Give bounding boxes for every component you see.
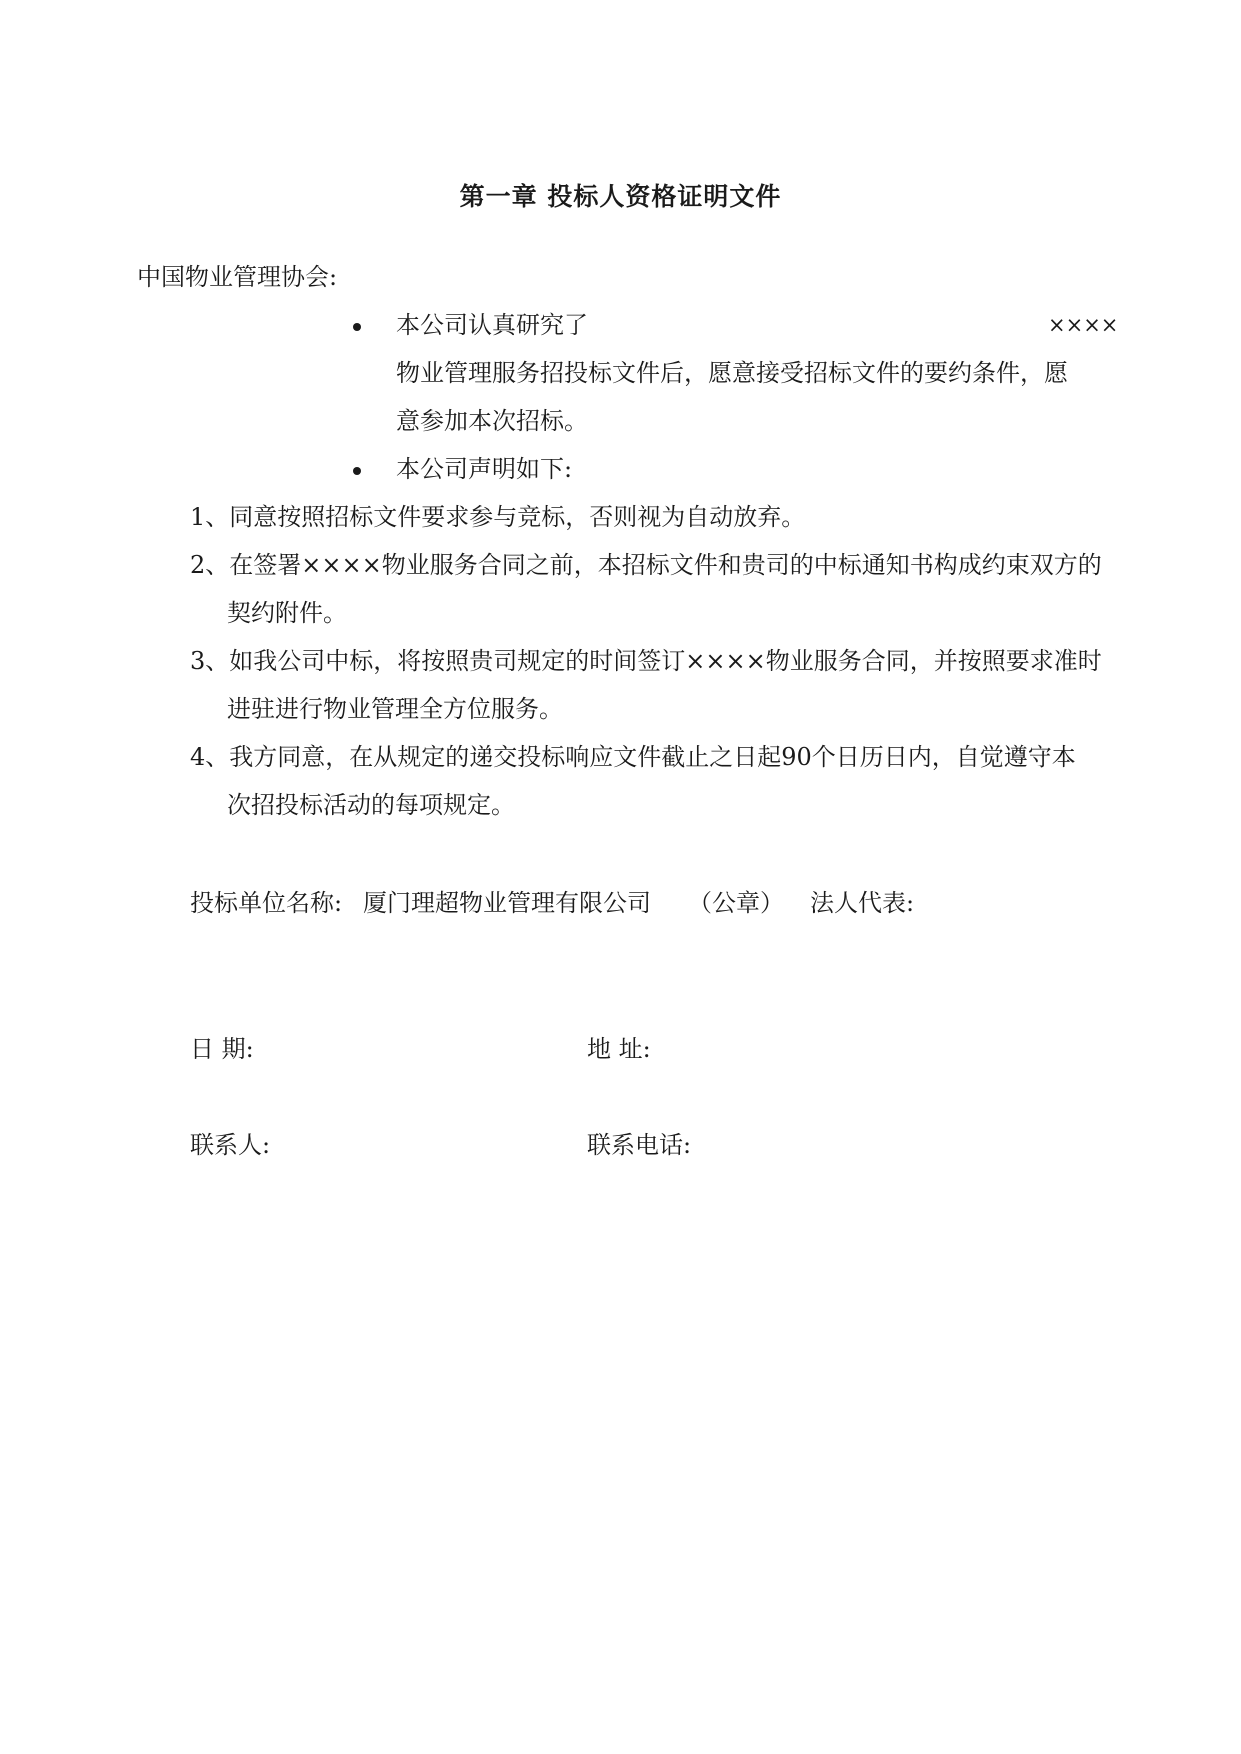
bullet-dot-icon [353,467,361,475]
item-2-line-2: 契约附件。 [227,599,347,627]
phone-label: 联系电话: [587,1131,692,1159]
bidder-label: 投标单位名称: [190,889,343,917]
bullet-1-line-2: 物业管理服务招投标文件后，愿意接受招标文件的要约条件，愿 [396,359,1068,387]
item-3-line-2: 进驻进行物业管理全方位服务。 [227,695,563,723]
seal-note: （公章） [688,889,784,917]
bullet-dot-icon [353,323,361,331]
chapter-title: 第一章 投标人资格证明文件 [459,182,782,211]
bullet-2-line-1: 本公司声明如下: [396,455,573,483]
salutation: 中国物业管理协会: [137,263,338,291]
contact-label: 联系人: [190,1131,271,1159]
item-1-line-1: 1、同意按照招标文件要求参与竞标，否则视为自动放弃。 [190,503,806,531]
address-label: 地 址: [587,1035,651,1063]
legal-rep-label: 法人代表: [810,889,915,917]
item-4-line-2: 次招投标活动的每项规定。 [227,791,515,819]
bullet-1-line-3: 意参加本次招标。 [396,407,588,435]
item-4-line-1: 4、我方同意，在从规定的递交投标响应文件截止之日起90个日历日内，自觉遵守本 [190,743,1076,771]
item-2-line-1: 2、在签署××××物业服务合同之前，本招标文件和贵司的中标通知书构成约束双方的 [190,551,1102,579]
item-3-line-1: 3、如我公司中标，将按照贵司规定的时间签订××××物业服务合同，并按照要求准时 [190,647,1102,675]
bullet-1-line-1: 本公司认真研究了 [396,311,588,339]
bidder-name: 厦门理超物业管理有限公司 [363,889,651,917]
bullet-1-placeholder: ×××× [1048,313,1119,337]
date-label: 日 期: [190,1035,254,1063]
